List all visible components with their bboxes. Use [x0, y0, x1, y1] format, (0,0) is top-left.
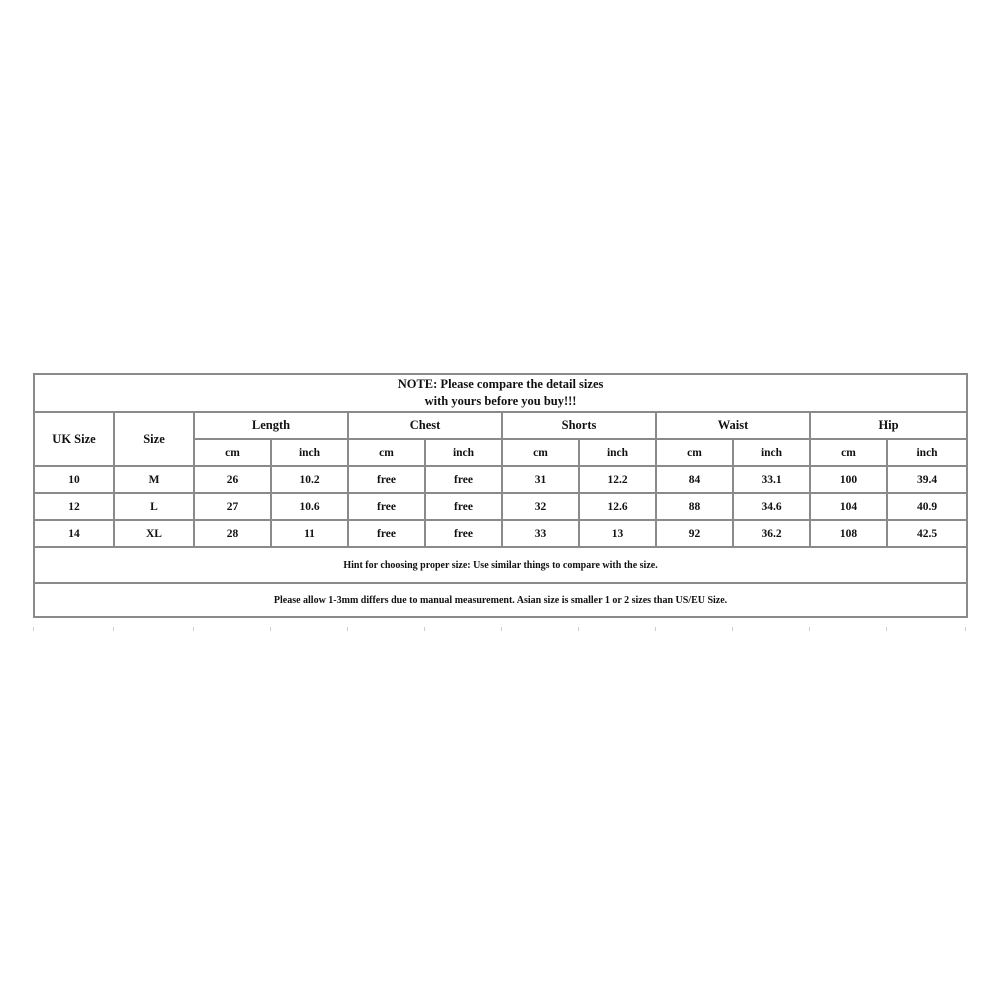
table-cell: 27 [194, 493, 271, 520]
unit-cell: cm [194, 439, 271, 466]
header-waist: Waist [656, 412, 810, 439]
table-cell: 12.2 [579, 466, 656, 493]
table-cell: 42.5 [887, 520, 967, 547]
table-cell: 31 [502, 466, 579, 493]
unit-cell: inch [887, 439, 967, 466]
table-cell: 108 [810, 520, 887, 547]
gridline-tick [193, 627, 194, 631]
allowance-row [34, 583, 967, 617]
table-cell: 26 [194, 466, 271, 493]
table-cell: free [348, 466, 425, 493]
gridline-ticks [33, 627, 966, 631]
table-cell: XL [114, 520, 194, 547]
allowance-text: Please allow 1-3mm differs due to manual measurement. Asian size is smaller 1 or 2 sizes than US/EU Size. [34, 583, 967, 617]
header-shorts: Shorts [502, 412, 656, 439]
unit-cell: cm [348, 439, 425, 466]
table-cell: 92 [656, 520, 733, 547]
table-cell: 10 [34, 466, 114, 493]
unit-cell: cm [810, 439, 887, 466]
gridline-tick [501, 627, 502, 631]
table-cell: 40.9 [887, 493, 967, 520]
table-cell: 84 [656, 466, 733, 493]
gridline-tick [270, 627, 271, 631]
note-line-1: NOTE: Please compare the detail sizes [397, 377, 604, 391]
table-cell: 36.2 [733, 520, 810, 547]
table-cell: 100 [810, 466, 887, 493]
table-cell: 14 [34, 520, 114, 547]
table-cell: 33.1 [733, 466, 810, 493]
table-cell: 28 [194, 520, 271, 547]
table-cell: 11 [271, 520, 348, 547]
gridline-tick [113, 627, 114, 631]
unit-cell: cm [656, 439, 733, 466]
table-cell: free [425, 493, 502, 520]
header-row [34, 412, 967, 439]
table-cell: 34.6 [733, 493, 810, 520]
table-cell: 88 [656, 493, 733, 520]
table-cell: 10.6 [271, 493, 348, 520]
unit-cell: inch [425, 439, 502, 466]
table-cell: free [425, 520, 502, 547]
table-row [34, 520, 967, 547]
table-cell: M [114, 466, 194, 493]
gridline-tick [578, 627, 579, 631]
note-cell [34, 374, 967, 412]
table-cell: 13 [579, 520, 656, 547]
size-chart-table [33, 373, 968, 618]
gridline-tick [732, 627, 733, 631]
table-cell: L [114, 493, 194, 520]
unit-cell: inch [579, 439, 656, 466]
gridline-tick [965, 627, 966, 631]
table-cell: 10.2 [271, 466, 348, 493]
table-cell: free [348, 493, 425, 520]
table-cell: 32 [502, 493, 579, 520]
header-length: Length [194, 412, 348, 439]
header-uk-size: UK Size [34, 412, 114, 466]
table-cell: 12.6 [579, 493, 656, 520]
unit-cell: cm [502, 439, 579, 466]
table-cell: 33 [502, 520, 579, 547]
table-cell: free [425, 466, 502, 493]
hint-row [34, 547, 967, 583]
table-cell: 12 [34, 493, 114, 520]
header-size: Size [114, 412, 194, 466]
gridline-tick [809, 627, 810, 631]
unit-cell: inch [733, 439, 810, 466]
note-line-2: with yours before you buy!!! [424, 394, 577, 408]
gridline-tick [347, 627, 348, 631]
table-row [34, 466, 967, 493]
gridline-tick [886, 627, 887, 631]
note-row [34, 374, 967, 412]
table-cell: free [348, 520, 425, 547]
header-chest: Chest [348, 412, 502, 439]
gridline-tick [424, 627, 425, 631]
header-hip: Hip [810, 412, 967, 439]
gridline-tick [33, 627, 34, 631]
unit-cell: inch [271, 439, 348, 466]
gridline-tick [655, 627, 656, 631]
hint-text: Hint for choosing proper size: Use similar things to compare with the size. [34, 547, 967, 583]
table-cell: 39.4 [887, 466, 967, 493]
table-cell: 104 [810, 493, 887, 520]
table-row [34, 493, 967, 520]
